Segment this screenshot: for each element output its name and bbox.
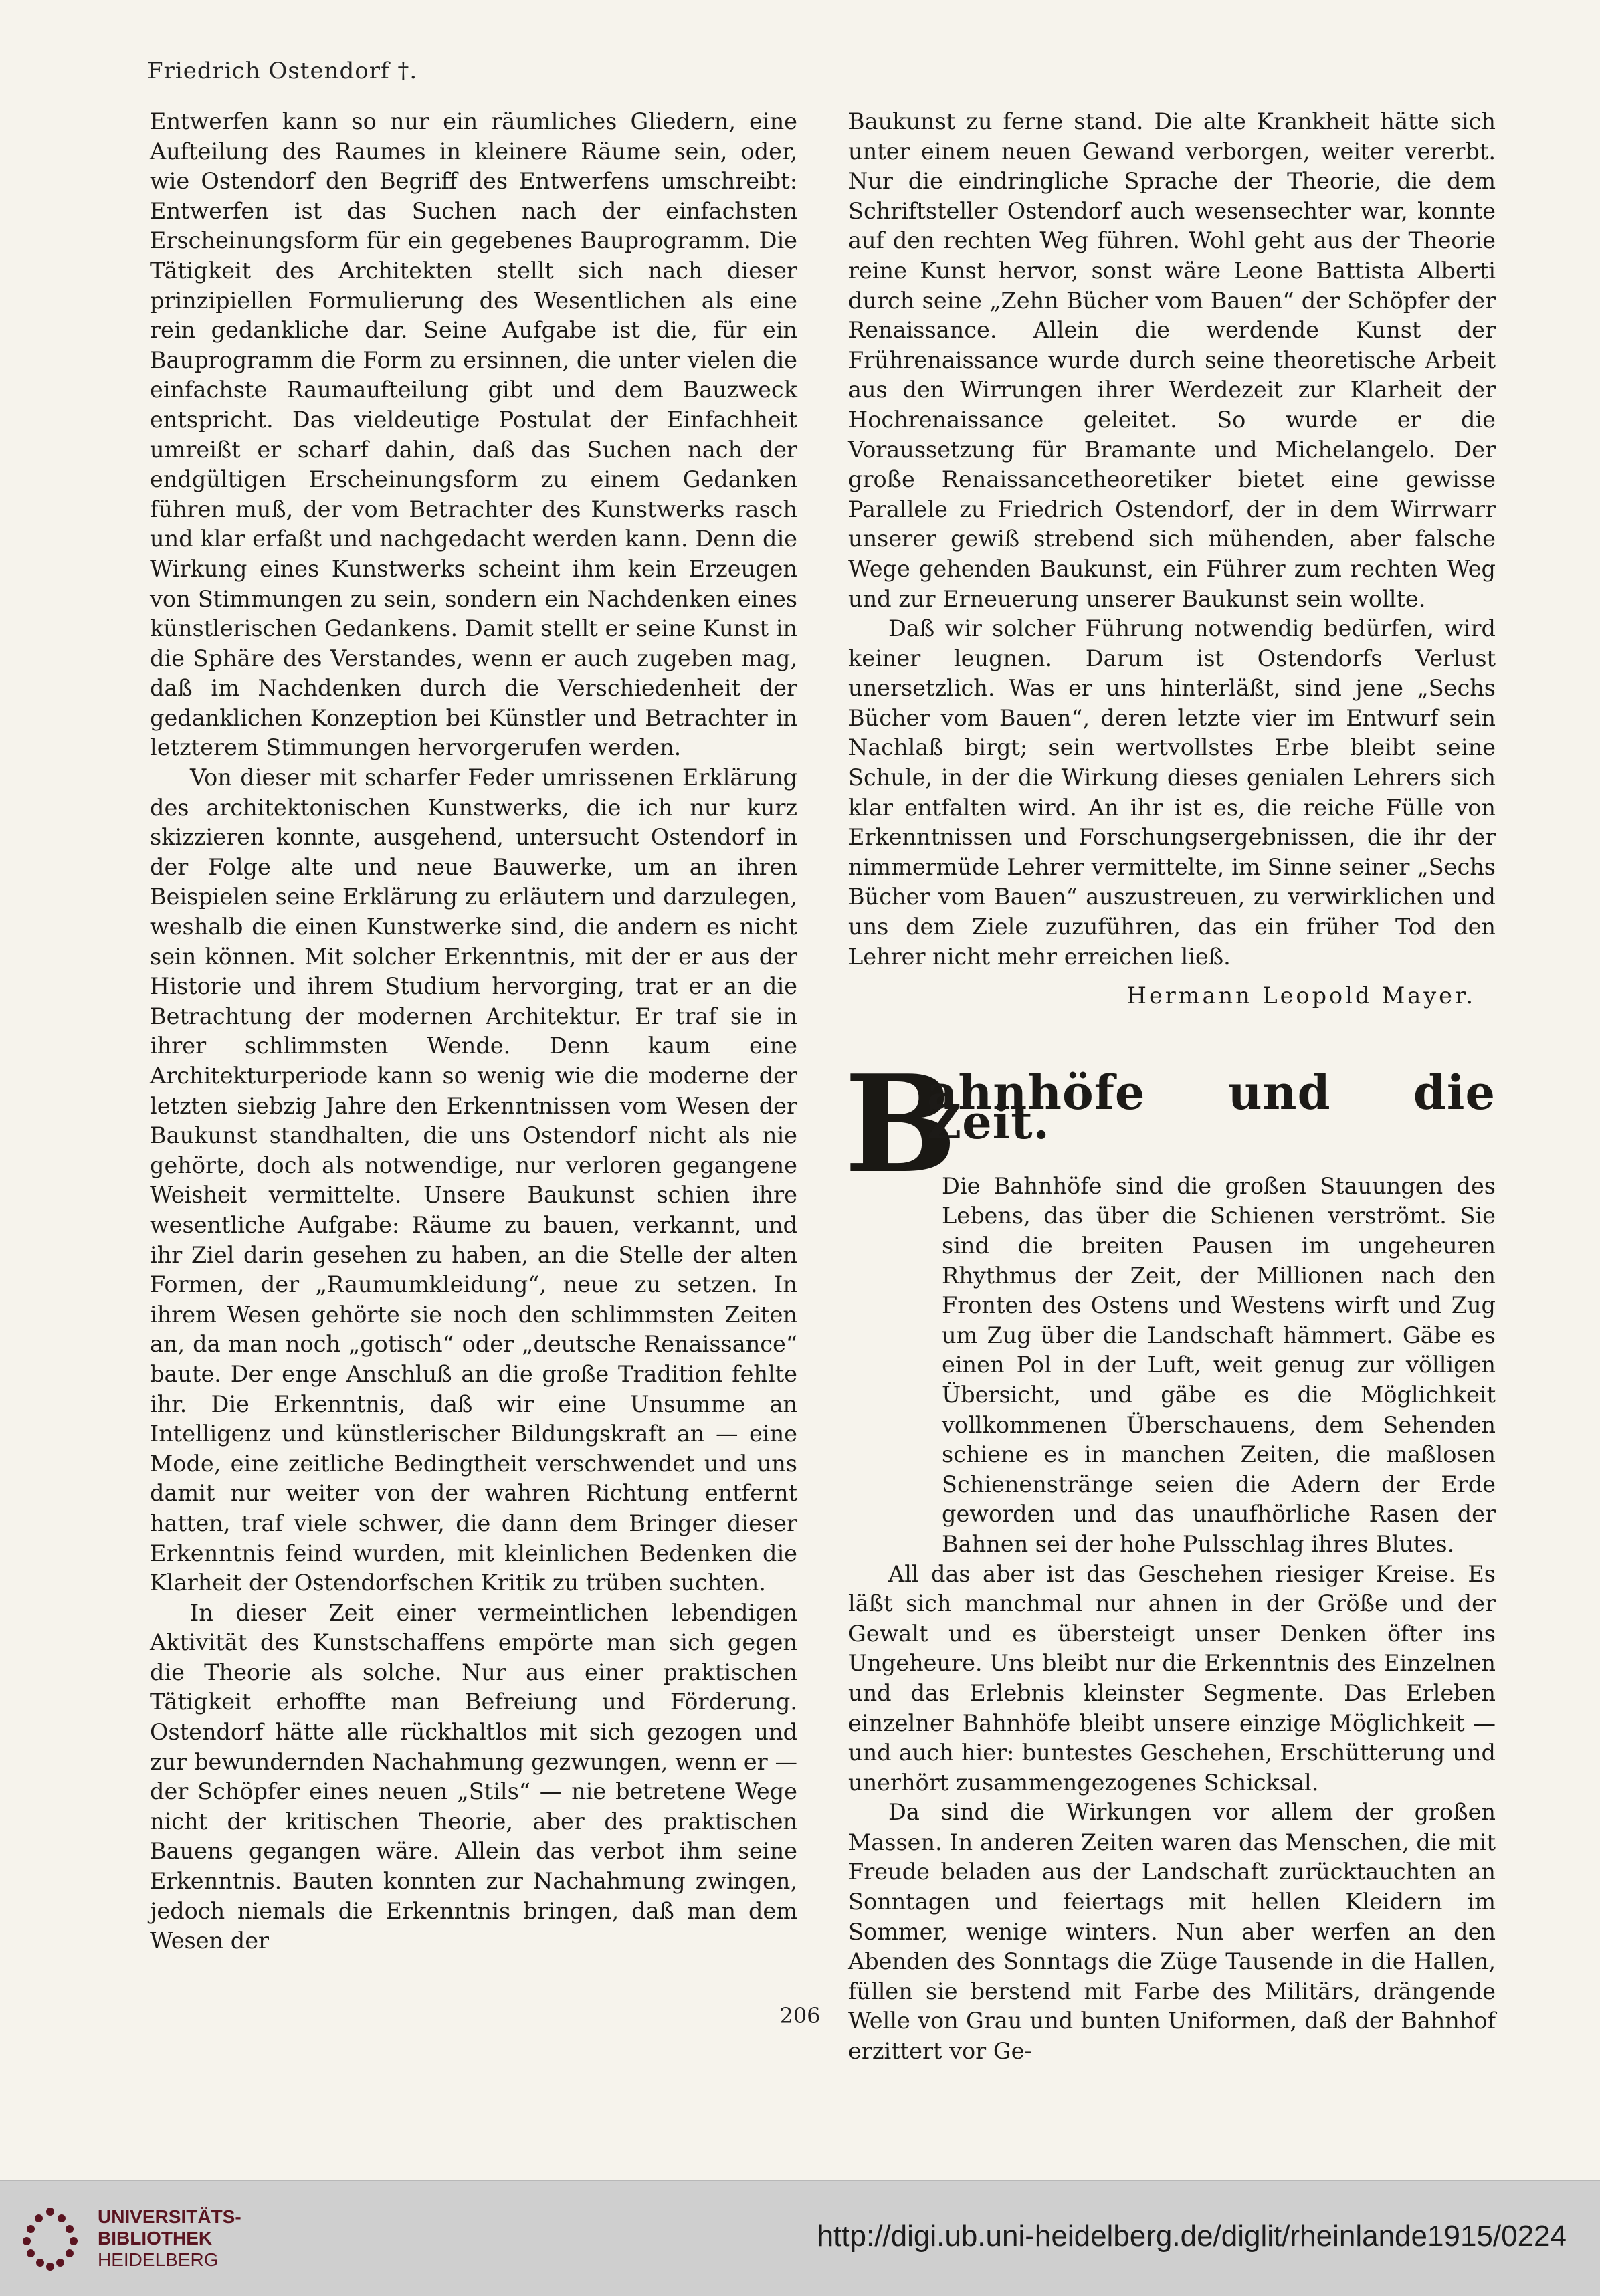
body-paragraph: Daß wir solcher Führung notwendig bedürfen, wird keiner leugnen. Darum ist Ostendorfs Verlust unersetzlich. Was er uns hinterläßt, sind jene „Sechs Bücher vom Bauen“, deren letzte vier im Entwurf sein Nachlaß birgt; sein wertvollstes Erbe bleibt seine Schule, in der die Wirkung dieses genialen Lehrers sich klar entfalten wird. An ihr ist es, die reiche Fülle von Erkenntnissen und Forschungsergebnissen, die ihr der nimmermüde Lehrer vermittelte, im Sinne seiner „Sechs Bücher vom Bauen“ auszustreuen, zu verwirklichen und uns dem Ziele zuzuführen, das ein früher Tod den Lehrer nicht mehr erreichen ließ. — [848, 615, 1496, 970]
article-title — [844, 1045, 1496, 1203]
running-head: Friedrich Ostendorf †. — [147, 58, 418, 84]
left-column — [150, 107, 797, 1956]
body-paragraph: In dieser Zeit einer vermeintlichen lebendigen Aktivität des Kunstschaffens empörte man sich gegen die Theorie als solche. Nur aus einer praktischen Tätigkeit erhoffte man Befreiung und Förderung. Ostendorf hätte alle rückhaltlos mit sich gezogen und zur bewundernden Nachahmung gezwungen, wenn er — der Schöpfer eines neuen „Stils“ — nie betretene Wege nicht der kritischen Theorie, aber des praktischen Bauens gegangen wäre. Allein das verbot ihm seine Erkenntnis. Bauten konnten zur Nachahmung zwingen, jedoch niemals die Erkenntnis bringen, daß man dem Wesen der — [150, 1599, 797, 1954]
body-paragraph: Da sind die Wirkungen vor allem der großen Massen. In anderen Zeiten waren das Menschen, die mit Freude beladen aus der Landschaft zurücktauchten an Sonntagen und feiertags mit hellen Kleidern im Sommer, wenige winters. Nun aber werfen an den Abenden des Sonntags die Züge Tausende in die Hallen, füllen sie berstend mit Farbe des Militärs, drängende Welle von Grau und bunten Uniformen, daß der Bahnhof erzittert vor Ge- — [848, 1799, 1496, 2065]
footer-bar — [0, 2180, 1600, 2296]
body-paragraph: Von dieser mit scharfer Feder umrissenen Erklärung des architektonischen Kunstwerks, die ich nur kurz skizzieren konnte, ausgehend, untersucht Ostendorf in der Folge alte und neue Bauwerke, um an ihren Beispielen seine Erklärung zu erläutern und darzulegen, weshalb die einen Kunstwerke sind, die andern es nicht sein können. Mit solcher Erkenntnis, mit der er aus der Historie und ihrem Studium hervorging, trat er an die Betrachtung der modernen Architektur. Er traf sie in ihrer schlimmsten Wende. Denn kaum eine Architekturperiode kann so wenig wie die moderne der letzten siebzig Jahre den Erkenntnissen vom Wesen der Baukunst standhalten, die uns Ostendorf nicht als nie gehörte, doch als notwendige, nur verloren gegangene Weisheit vermittelte. Unsere Baukunst schien ihre wesentliche Aufgabe: Räume zu bauen, verkannt, und ihr Ziel darin gesehen zu haben, an die Stelle der alten Formen, der „Raumumkleidung“, neue zu setzen. In ihrem Wesen gehörte sie noch den schlimmsten Zeiten an, da man noch „gotisch“ oder „deutsche Renaissance“ baute. Der enge Anschluß an die große Tradition fehlte ihr. Die Erkenntnis, daß wir eine Unsumme an Intelligenz und künstlerischer Bildungskraft an — eine Mode, eine zeitliche Bedingtheit verschwendet und uns damit nur weiter von der wahren Richtung entfernt hatten, traf viele schwer, die dann dem Bringer dieser Erkenntnis feind wurden, mit kleinlichen Bedenken die Klarheit der Ostendorfschen Kritik zu trüben suchten. — [150, 764, 797, 1596]
university-seal-icon — [13, 2201, 87, 2275]
page-number: 206 — [779, 2003, 821, 2028]
body-paragraph: All das aber ist das Geschehen riesiger Kreise. Es läßt sich manchmal nur ahnen in der Größe und der Gewalt und es übersteigt unser Denken öfter ins Ungeheure. Uns bleibt nur die Erkenntnis des Einzelnen und das Erlebnis kleinster Segmente. Das Erleben einzelner Bahnhöfe bleibt unsere einzige Möglichkeit — und auch hier: buntestes Geschehen, Erschütterung und unerhört zusammengezogenes Schicksal. — [848, 1560, 1496, 1796]
right-column — [844, 107, 1496, 2067]
body-paragraph: Baukunst zu ferne stand. Die alte Krankheit hätte sich unter einem neuen Gewand verborgen, weiter vererbt. Nur die eindringliche Sprache der Theorie, die dem Schriftsteller Ostendorf auch wesensechter war, konnte auf den rechten Weg führen. Wohl geht aus der Theorie reine Kunst hervor, sonst wäre Leone Battista Alberti durch seine „Zehn Bücher vom Bauen“ der Schöpfer der Renaissance. Allein die werdende Kunst der Frührenaissance wurde durch seine theoretische Arbeit aus den Wirrungen ihrer Werdezeit zur Klarheit der Hochrenaissance geleitet. So wurde er die Voraussetzung für Bramante und Michelangelo. Der große Renaissancetheoretiker bietet eine gewisse Parallele zu Friedrich Ostendorf, der in dem Wirrwarr unserer gewiß strebend sich mühenden, aber falsche Wege gehenden Baukunst, ein Führer zum rechten Weg und zur Erneuerung unserer Baukunst sein wollte. — [848, 108, 1496, 612]
title-dropcap: B — [844, 1045, 958, 1203]
logo-line: HEIDELBERG — [98, 2249, 219, 2270]
author-signature: Hermann Leopold Mayer. — [1126, 982, 1476, 1009]
title-text: ahnhöfe und die Zeit. — [927, 1064, 1496, 1150]
body-paragraph: Die Bahnhöfe sind die großen Stauungen des Lebens, das über die Schienen verströmt. Sie sind die breiten Pausen im ungeheuren Rhythmus der Zeit, der Millionen nach den Fronten des Ostens und Westens wirft und Zug um Zug über die Landschaft hämmert. Gäbe es einen Pol in der Luft, weit genug zur völligen Übersicht, und gäbe es die Möglichkeit vollkommenen Überschauens, dem Sehenden schiene es in manchen Zeiten, die maßlosen Schienenstränge seien die Adern der Erde geworden und das unaufhörliche Rasen der Bahnen sei der hohe Pulsschlag ihres Blutes. — [942, 1172, 1496, 1557]
logo-line: UNIVERSITÄTS- — [98, 2206, 241, 2227]
source-url[interactable]: http://digi.ub.uni-heidelberg.de/diglit/rheinlande1915/0224 — [817, 2220, 1567, 2253]
logo-line: BIBLIOTHEK — [98, 2228, 213, 2249]
library-logo-text — [98, 2206, 241, 2271]
body-paragraph: Entwerfen kann so nur ein räumliches Gliedern, eine Aufteilung des Raumes in kleinere Räume sein, oder, wie Ostendorf den Begriff des Entwerfens umschreibt: Entwerfen ist das Suchen nach der einfachsten Erscheinungsform für ein gegebenes Bauprogramm. Die Tätigkeit des Architekten stellt sich nach dieser prinzipiellen Formulierung des Wesentlichen als eine rein gedankliche dar. Seine Aufgabe ist die, für ein Bauprogramm die Form zu ersinnen, die unter vielen die einfachste Raumaufteilung gibt und dem Bauzweck entspricht. Das vieldeutige Postulat der Einfachheit umreißt er scharf dahin, daß das Suchen nach der endgültigen Erscheinungsform zu einem Gedanken führen muß, der vom Betrachter des Kunstwerks rasch und klar erfaßt und nachgedacht werden kann. Denn die Wirkung eines Kunstwerks scheint ihm kein Erzeugen von Stimmungen zu sein, sondern ein Nachdenken eines künstlerischen Gedankens. Damit stellt er seine Kunst in die Sphäre des Verstandes, wenn er auch zugeben mag, daß im Nachdenken durch die Verschiedenheit der gedanklichen Konzeption bei Künstler und Betrachter in letzterem Stimmungen hervorgerufen werden. — [150, 108, 797, 761]
